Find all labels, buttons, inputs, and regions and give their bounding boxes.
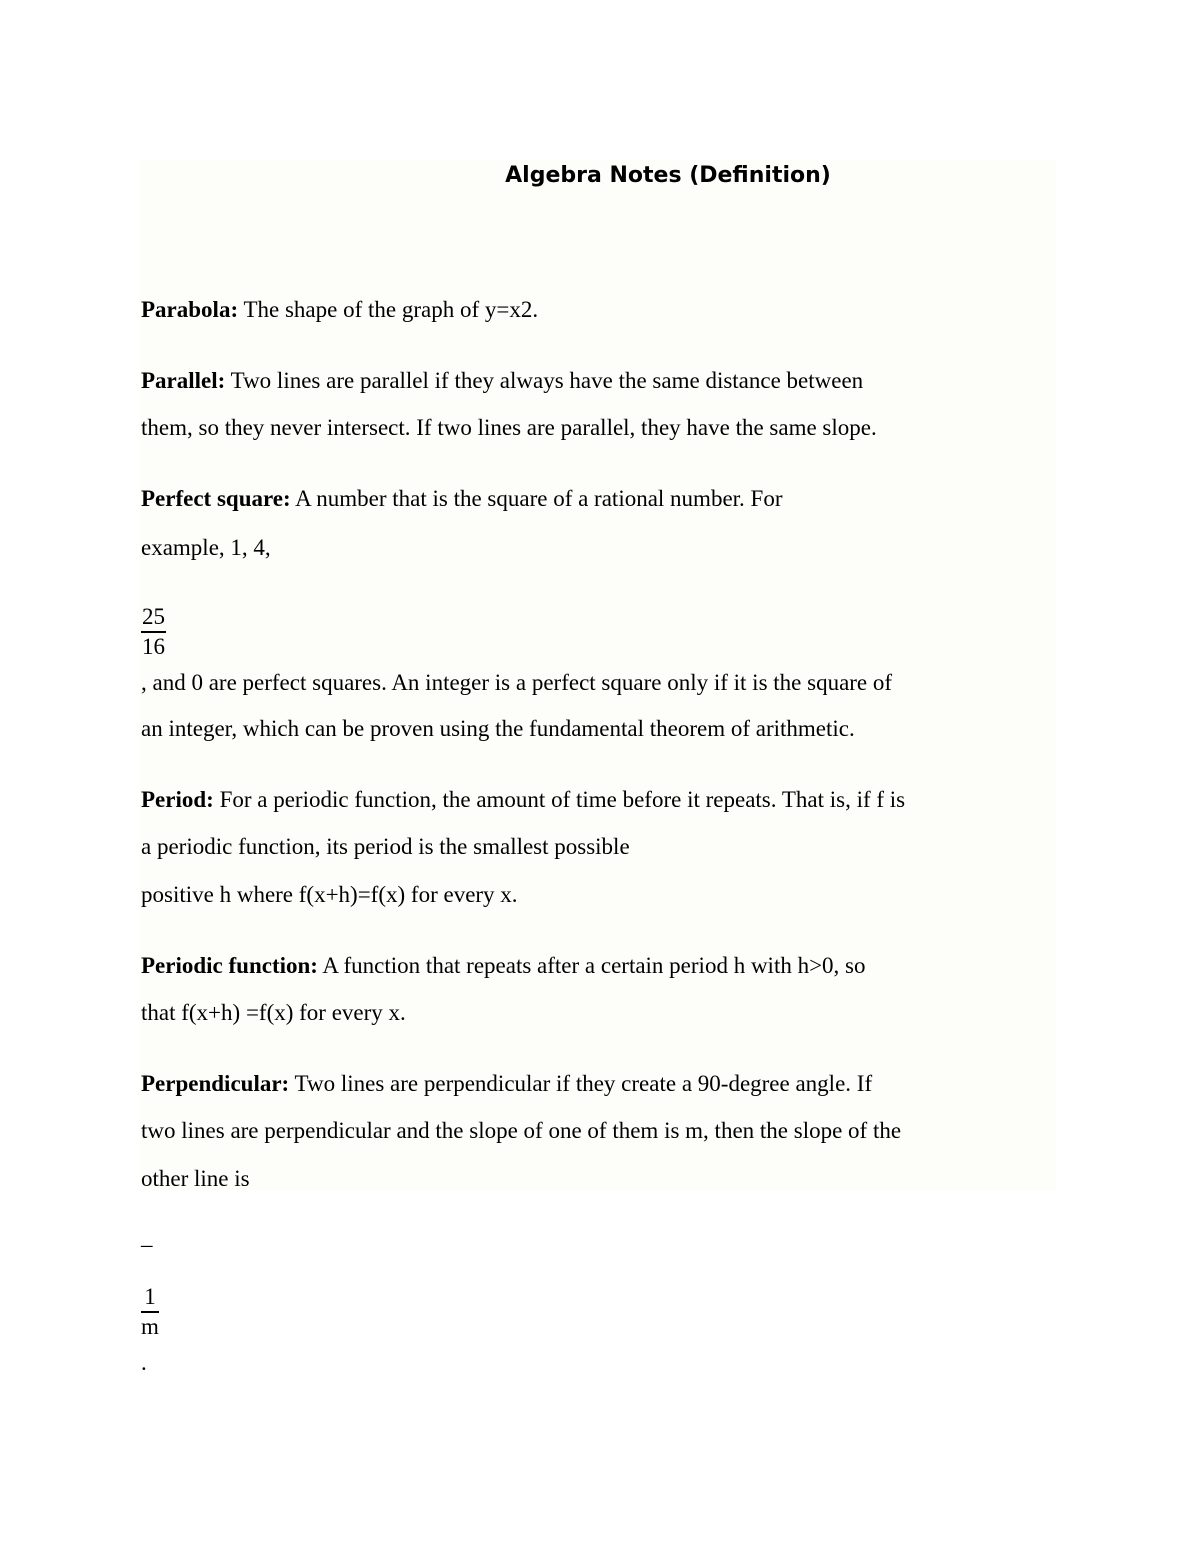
term-parallel: Parallel: xyxy=(141,368,226,393)
term-parabola: Parabola: xyxy=(141,297,239,322)
entry-parallel xyxy=(141,368,863,394)
term-period: Period: xyxy=(141,787,214,812)
definition-text: For a periodic function, the amount of time before it repeats. That is, if f is xyxy=(213,787,906,812)
definition-text: other line is xyxy=(141,1166,250,1191)
definition-text: Two lines are perpendicular if they create a 90-degree angle. If xyxy=(289,1071,873,1096)
entry-periodic-function xyxy=(141,953,866,979)
definition-text: Two lines are parallel if they always have the same distance between xyxy=(225,368,864,393)
definition-text: example, 1, 4, xyxy=(141,535,271,560)
document-title: Algebra Notes (Definition) xyxy=(505,163,831,188)
fraction-denominator: 16 xyxy=(142,634,165,659)
term-periodic-function: Periodic function: xyxy=(141,953,318,978)
definition-text: them, so they never intersect. If two lines are parallel, they have the same slope. xyxy=(141,415,877,440)
definition-text: that f(x+h) =f(x) for every x. xyxy=(141,1000,406,1025)
definition-text: two lines are perpendicular and the slope of one of them is m, then the slope of the xyxy=(141,1118,902,1143)
fraction-numerator: 1 xyxy=(141,1284,159,1313)
fraction-25-16 xyxy=(141,604,166,661)
entry-period xyxy=(141,787,905,813)
fraction-1-m xyxy=(141,1284,159,1341)
term-perfect-square: Perfect square: xyxy=(141,486,291,511)
definition-text: an integer, which can be proven using the fundamental theorem of arithmetic. xyxy=(141,716,855,741)
term-perpendicular: Perpendicular: xyxy=(141,1071,290,1096)
fraction-denominator: m xyxy=(141,1314,159,1339)
definition-text: positive h where f(x+h)=f(x) for every x. xyxy=(141,882,518,907)
definition-text: The shape of the graph of y=x2. xyxy=(238,297,539,322)
definition-text: a periodic function, its period is the smallest possible xyxy=(141,834,630,859)
minus-sign: – xyxy=(141,1232,153,1257)
ending-period: . xyxy=(141,1350,147,1375)
entry-parabola xyxy=(141,297,538,323)
definition-text: , and 0 are perfect squares. An integer is a perfect square only if it is the square of xyxy=(141,670,893,695)
entry-perpendicular xyxy=(141,1071,872,1097)
definition-text: A number that is the square of a rational number. For xyxy=(290,486,783,511)
definition-text: A function that repeats after a certain period h with h>0, so xyxy=(317,953,866,978)
entry-perfect-square xyxy=(141,486,783,512)
fraction-numerator: 25 xyxy=(141,604,166,633)
